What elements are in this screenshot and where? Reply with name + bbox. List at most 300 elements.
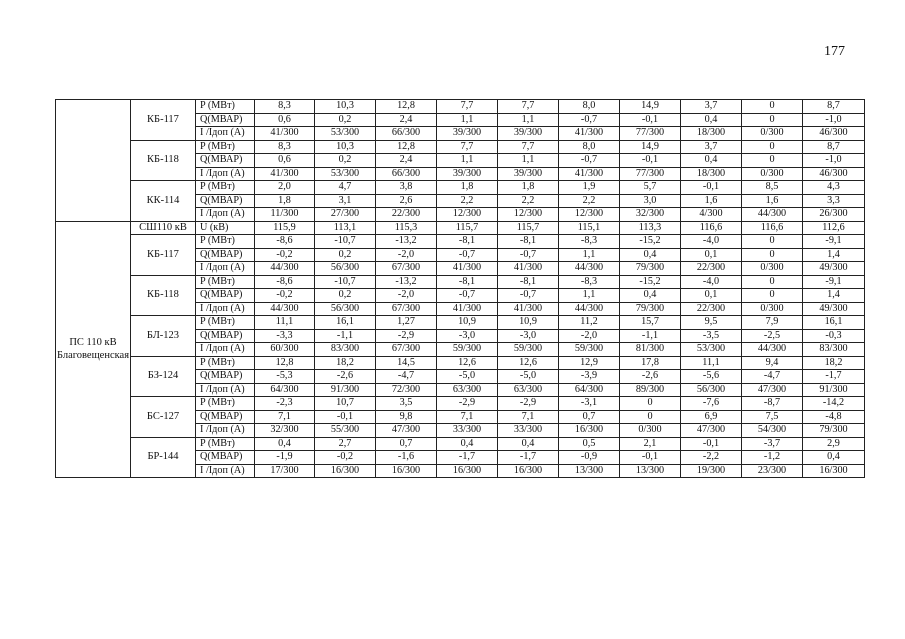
table-cell: 8,5 <box>742 181 803 195</box>
table-cell: 55/300 <box>315 424 376 438</box>
param-label: P (МВт) <box>196 235 255 249</box>
feeder-name: БС-127 <box>131 397 196 438</box>
table-cell: 15,7 <box>620 316 681 330</box>
feeder-name: БЛ-123 <box>131 316 196 357</box>
table-cell: -2,6 <box>620 370 681 384</box>
table-cell: 2,1 <box>620 437 681 451</box>
param-label: Q(МВАР) <box>196 113 255 127</box>
table-cell: 44/300 <box>742 208 803 222</box>
table-cell: -8,6 <box>255 275 315 289</box>
param-label: I /Iдоп (А) <box>196 343 255 357</box>
table-cell: 44/300 <box>742 343 803 357</box>
table-cell: 1,8 <box>255 194 315 208</box>
table-cell: 3,1 <box>315 194 376 208</box>
table-cell: 11,1 <box>681 356 742 370</box>
table-cell: -2,0 <box>559 329 620 343</box>
table-cell: 17/300 <box>255 464 315 478</box>
table-cell: 9,8 <box>376 410 437 424</box>
table-cell: 47/300 <box>376 424 437 438</box>
table-cell: -1,1 <box>620 329 681 343</box>
table-cell: -8,7 <box>742 397 803 411</box>
table-cell: -8,1 <box>437 275 498 289</box>
table-cell: 0,1 <box>681 289 742 303</box>
table-cell: 6,9 <box>681 410 742 424</box>
table-cell: -1,0 <box>803 154 865 168</box>
table-cell: 115,7 <box>437 221 498 235</box>
table-cell: 19/300 <box>681 464 742 478</box>
table-cell: -0,7 <box>437 289 498 303</box>
table-cell: 12,8 <box>376 100 437 114</box>
table-cell: 16,1 <box>803 316 865 330</box>
table-cell: 0/300 <box>742 302 803 316</box>
table-cell: 0/300 <box>742 127 803 141</box>
param-label: I /Iдоп (А) <box>196 167 255 181</box>
table-cell: 60/300 <box>255 343 315 357</box>
table-cell: 64/300 <box>255 383 315 397</box>
table-cell: -2,0 <box>376 289 437 303</box>
table-cell: 18/300 <box>681 127 742 141</box>
table-cell: 0 <box>620 410 681 424</box>
table-cell: 9,4 <box>742 356 803 370</box>
table-cell: 77/300 <box>620 127 681 141</box>
table-cell: -0,3 <box>803 329 865 343</box>
param-label: P (МВт) <box>196 275 255 289</box>
table-cell: -3,0 <box>498 329 559 343</box>
table-cell: 49/300 <box>803 302 865 316</box>
station-cell-continued <box>56 100 131 222</box>
table-cell: -3,1 <box>559 397 620 411</box>
table-cell: 2,4 <box>376 113 437 127</box>
table-cell: 1,6 <box>742 194 803 208</box>
table-cell: 13/300 <box>559 464 620 478</box>
table-cell: 0,2 <box>315 154 376 168</box>
table-cell: 115,9 <box>255 221 315 235</box>
bus-name: СШ110 кВ <box>131 221 196 235</box>
table-cell: 59/300 <box>437 343 498 357</box>
table-row <box>56 356 865 370</box>
table-cell: 67/300 <box>376 302 437 316</box>
table-cell: 11/300 <box>255 208 315 222</box>
table-cell: 5,7 <box>620 181 681 195</box>
table-cell: 0,4 <box>620 289 681 303</box>
table-cell: -1,1 <box>315 329 376 343</box>
feeder-name: КБ-117 <box>131 100 196 141</box>
param-label: P (МВт) <box>196 316 255 330</box>
table-cell: -0,7 <box>437 248 498 262</box>
table-cell: 10,7 <box>315 397 376 411</box>
table-cell: 91/300 <box>315 383 376 397</box>
table-cell: 72/300 <box>376 383 437 397</box>
table-cell: 7,1 <box>498 410 559 424</box>
table-cell: 0,2 <box>315 113 376 127</box>
table-cell: 56/300 <box>315 302 376 316</box>
table-row <box>56 221 865 235</box>
table-cell: 10,3 <box>315 100 376 114</box>
table-cell: 0,4 <box>498 437 559 451</box>
param-label: P (МВт) <box>196 397 255 411</box>
table-cell: 22/300 <box>681 262 742 276</box>
table-cell: 7,1 <box>437 410 498 424</box>
table-cell: 26/300 <box>803 208 865 222</box>
param-label: I /Iдоп (А) <box>196 262 255 276</box>
table-cell: -4,7 <box>742 370 803 384</box>
table-cell: 4,3 <box>803 181 865 195</box>
table-cell: 2,2 <box>559 194 620 208</box>
table-cell: 32/300 <box>255 424 315 438</box>
table-cell: 1,8 <box>437 181 498 195</box>
table-cell: 9,5 <box>681 316 742 330</box>
table-cell: -0,9 <box>559 451 620 465</box>
table-cell: 83/300 <box>315 343 376 357</box>
table-cell: -1,7 <box>437 451 498 465</box>
table-cell: -0,1 <box>620 154 681 168</box>
table-cell: 11,1 <box>255 316 315 330</box>
table-cell: 0,6 <box>255 113 315 127</box>
table-cell: 16/300 <box>315 464 376 478</box>
table-cell: -1,2 <box>742 451 803 465</box>
table-cell: -0,1 <box>681 181 742 195</box>
table-cell: 89/300 <box>620 383 681 397</box>
station-name: ПС 110 кВ Благовещенская <box>56 221 131 478</box>
table-cell: -2,9 <box>376 329 437 343</box>
param-label: P (МВт) <box>196 100 255 114</box>
table-cell: 14,9 <box>620 100 681 114</box>
table-cell: -4,7 <box>376 370 437 384</box>
table-cell: 44/300 <box>255 262 315 276</box>
table-cell: 3,5 <box>376 397 437 411</box>
table-cell: 41/300 <box>498 262 559 276</box>
table-cell: 3,7 <box>681 100 742 114</box>
table-cell: 44/300 <box>255 302 315 316</box>
table-cell: 41/300 <box>559 167 620 181</box>
table-cell: 39/300 <box>437 127 498 141</box>
table-cell: 4/300 <box>681 208 742 222</box>
table-cell: 8,3 <box>255 140 315 154</box>
table-cell: 1,27 <box>376 316 437 330</box>
table-cell: -0,7 <box>498 248 559 262</box>
table-cell: 1,8 <box>498 181 559 195</box>
table-cell: 12,8 <box>376 140 437 154</box>
table-cell: 14,9 <box>620 140 681 154</box>
table-cell: 54/300 <box>742 424 803 438</box>
table-cell: -5,6 <box>681 370 742 384</box>
table-cell: 41/300 <box>498 302 559 316</box>
table-cell: 49/300 <box>803 262 865 276</box>
table-cell: 0,4 <box>255 437 315 451</box>
table-cell: 33/300 <box>498 424 559 438</box>
param-label: P (МВт) <box>196 140 255 154</box>
table-cell: -2,9 <box>437 397 498 411</box>
feeder-name: БР-144 <box>131 437 196 478</box>
table-cell: 116,6 <box>742 221 803 235</box>
table-cell: 3,0 <box>620 194 681 208</box>
table-row <box>56 100 865 114</box>
table-cell: -0,2 <box>255 248 315 262</box>
table-cell: -2,5 <box>742 329 803 343</box>
table-cell: 2,0 <box>255 181 315 195</box>
table-cell: 12/300 <box>559 208 620 222</box>
table-cell: 79/300 <box>803 424 865 438</box>
table-row <box>56 437 865 451</box>
table-cell: -0,7 <box>498 289 559 303</box>
table-cell: 79/300 <box>620 302 681 316</box>
table-cell: 12,6 <box>437 356 498 370</box>
param-label: I /Iдоп (А) <box>196 302 255 316</box>
table-cell: -3,7 <box>742 437 803 451</box>
table-cell: -5,0 <box>437 370 498 384</box>
param-label: P (МВт) <box>196 181 255 195</box>
table-cell: 16/300 <box>498 464 559 478</box>
table-cell: -0,1 <box>315 410 376 424</box>
table-cell: 0,6 <box>255 154 315 168</box>
table-row <box>56 397 865 411</box>
table-cell: 64/300 <box>559 383 620 397</box>
table-cell: 39/300 <box>498 127 559 141</box>
table-cell: 0,2 <box>315 248 376 262</box>
table-row <box>56 181 865 195</box>
table-cell: 0/300 <box>742 262 803 276</box>
table-cell: 0/300 <box>620 424 681 438</box>
table-cell: -5,3 <box>255 370 315 384</box>
table-cell: -1,7 <box>803 370 865 384</box>
table-cell: 44/300 <box>559 302 620 316</box>
table-cell: -8,3 <box>559 235 620 249</box>
table-cell: 2,7 <box>315 437 376 451</box>
table-cell: 32/300 <box>620 208 681 222</box>
table-cell: 83/300 <box>803 343 865 357</box>
table-cell: 0,7 <box>376 437 437 451</box>
table-cell: 0 <box>742 235 803 249</box>
table-cell: 7,7 <box>437 100 498 114</box>
param-label: I /Iдоп (А) <box>196 424 255 438</box>
table-cell: -1,9 <box>255 451 315 465</box>
table-cell: 1,1 <box>498 113 559 127</box>
table-cell: 2,9 <box>803 437 865 451</box>
table-cell: 16/300 <box>559 424 620 438</box>
table-cell: 56/300 <box>681 383 742 397</box>
table-cell: 2,6 <box>376 194 437 208</box>
table-cell: 113,1 <box>315 221 376 235</box>
table-cell: 0 <box>742 113 803 127</box>
table-cell: 18,2 <box>803 356 865 370</box>
table-cell: 27/300 <box>315 208 376 222</box>
table-cell: 0,5 <box>559 437 620 451</box>
param-label: Q(МВАР) <box>196 410 255 424</box>
table-cell: 113,3 <box>620 221 681 235</box>
table-cell: -10,7 <box>315 235 376 249</box>
param-label: P (МВт) <box>196 356 255 370</box>
table-cell: 7,7 <box>498 100 559 114</box>
table-cell: 2,4 <box>376 154 437 168</box>
table-cell: 4,7 <box>315 181 376 195</box>
feeder-name: КБ-118 <box>131 140 196 181</box>
table-cell: 112,6 <box>803 221 865 235</box>
table-cell: 41/300 <box>255 127 315 141</box>
page-number: 177 <box>824 44 845 59</box>
table-cell: 0 <box>742 248 803 262</box>
table-cell: 11,2 <box>559 316 620 330</box>
table-cell: 23/300 <box>742 464 803 478</box>
feeder-name: КК-114 <box>131 181 196 222</box>
table-cell: -2,0 <box>376 248 437 262</box>
feeder-name: БЗ-124 <box>131 356 196 397</box>
table-cell: 8,7 <box>803 140 865 154</box>
table-cell: -7,6 <box>681 397 742 411</box>
table-cell: 0 <box>742 289 803 303</box>
table-cell: 10,9 <box>498 316 559 330</box>
table-cell: 0 <box>742 275 803 289</box>
table-cell: -2,9 <box>498 397 559 411</box>
table-cell: 12,8 <box>255 356 315 370</box>
table-row <box>56 316 865 330</box>
table-cell: 0,4 <box>681 113 742 127</box>
table-cell: 44/300 <box>559 262 620 276</box>
param-label: Q(МВАР) <box>196 451 255 465</box>
table-cell: 1,1 <box>437 113 498 127</box>
table-cell: 1,1 <box>437 154 498 168</box>
table-cell: 66/300 <box>376 127 437 141</box>
table-cell: 41/300 <box>255 167 315 181</box>
table-cell: -2,2 <box>681 451 742 465</box>
table-cell: -0,2 <box>315 451 376 465</box>
table-body <box>56 100 865 478</box>
table-cell: 46/300 <box>803 167 865 181</box>
table-cell: 8,0 <box>559 140 620 154</box>
table-cell: -0,2 <box>255 289 315 303</box>
table-cell: -10,7 <box>315 275 376 289</box>
table-cell: 39/300 <box>498 167 559 181</box>
param-label: Q(МВАР) <box>196 329 255 343</box>
table-cell: 8,0 <box>559 100 620 114</box>
table-cell: 116,6 <box>681 221 742 235</box>
table-cell: -3,0 <box>437 329 498 343</box>
table-cell: 0,1 <box>681 248 742 262</box>
table-cell: 33/300 <box>437 424 498 438</box>
table-cell: 56/300 <box>315 262 376 276</box>
table-cell: 22/300 <box>681 302 742 316</box>
table-cell: -8,3 <box>559 275 620 289</box>
table-cell: 1,6 <box>681 194 742 208</box>
table-cell: 0 <box>620 397 681 411</box>
table-cell: 41/300 <box>559 127 620 141</box>
table-cell: -0,1 <box>681 437 742 451</box>
table-cell: -8,6 <box>255 235 315 249</box>
table-cell: 47/300 <box>681 424 742 438</box>
table-cell: -15,2 <box>620 235 681 249</box>
param-label: Q(МВАР) <box>196 370 255 384</box>
table-cell: 67/300 <box>376 262 437 276</box>
table-cell: 0,7 <box>559 410 620 424</box>
table-cell: 8,7 <box>803 100 865 114</box>
feeder-name: КБ-118 <box>131 275 196 316</box>
table-row <box>56 140 865 154</box>
param-label: Q(МВАР) <box>196 289 255 303</box>
table-cell: 1,4 <box>803 248 865 262</box>
table-cell: 7,9 <box>742 316 803 330</box>
table-cell: 16/300 <box>803 464 865 478</box>
table-cell: 12,9 <box>559 356 620 370</box>
table-cell: 10,9 <box>437 316 498 330</box>
table-cell: 12,6 <box>498 356 559 370</box>
table-cell: 22/300 <box>376 208 437 222</box>
table-cell: 41/300 <box>437 302 498 316</box>
table-cell: 91/300 <box>803 383 865 397</box>
load-flow-table <box>55 99 865 478</box>
table-cell: 0,2 <box>315 289 376 303</box>
table-cell: 1,1 <box>498 154 559 168</box>
table-cell: 53/300 <box>681 343 742 357</box>
table-cell: -8,1 <box>437 235 498 249</box>
table-cell: 3,3 <box>803 194 865 208</box>
table-cell: 115,1 <box>559 221 620 235</box>
table-cell: 13/300 <box>620 464 681 478</box>
table-cell: 0 <box>742 140 803 154</box>
table-cell: 2,2 <box>437 194 498 208</box>
table-cell: 53/300 <box>315 167 376 181</box>
table-row <box>56 275 865 289</box>
table-cell: -4,0 <box>681 275 742 289</box>
param-label: I /Iдоп (А) <box>196 464 255 478</box>
param-label: Q(МВАР) <box>196 194 255 208</box>
table-cell: 81/300 <box>620 343 681 357</box>
table-cell: 10,3 <box>315 140 376 154</box>
table-cell: 39/300 <box>437 167 498 181</box>
table-cell: 17,8 <box>620 356 681 370</box>
table-cell: 59/300 <box>498 343 559 357</box>
table-cell: 18/300 <box>681 167 742 181</box>
table-cell: 7,7 <box>498 140 559 154</box>
table-cell: -3,3 <box>255 329 315 343</box>
table-cell: 7,1 <box>255 410 315 424</box>
table-cell: 53/300 <box>315 127 376 141</box>
table-cell: 2,2 <box>498 194 559 208</box>
table-cell: -2,3 <box>255 397 315 411</box>
table-cell: 0 <box>742 154 803 168</box>
table-cell: 59/300 <box>559 343 620 357</box>
table-cell: 115,7 <box>498 221 559 235</box>
table-cell: 46/300 <box>803 127 865 141</box>
table-cell: -4,8 <box>803 410 865 424</box>
table-cell: -0,7 <box>559 154 620 168</box>
table-row <box>56 235 865 249</box>
param-label: I /Iдоп (А) <box>196 383 255 397</box>
table-cell: 67/300 <box>376 343 437 357</box>
table-cell: 7,7 <box>437 140 498 154</box>
table-cell: -13,2 <box>376 275 437 289</box>
table-cell: -2,6 <box>315 370 376 384</box>
table-cell: -5,0 <box>498 370 559 384</box>
table-cell: 8,3 <box>255 100 315 114</box>
table-cell: -4,0 <box>681 235 742 249</box>
table-cell: -9,1 <box>803 275 865 289</box>
table-cell: 12/300 <box>437 208 498 222</box>
table-cell: 63/300 <box>437 383 498 397</box>
table-cell: -8,1 <box>498 275 559 289</box>
param-label: Q(МВАР) <box>196 248 255 262</box>
table-cell: -3,9 <box>559 370 620 384</box>
table-cell: -13,2 <box>376 235 437 249</box>
table-cell: 115,3 <box>376 221 437 235</box>
table-cell: -0,1 <box>620 451 681 465</box>
table-cell: 7,5 <box>742 410 803 424</box>
table-cell: 0,4 <box>803 451 865 465</box>
table-cell: 16/300 <box>437 464 498 478</box>
param-label: Q(МВАР) <box>196 154 255 168</box>
table-cell: 0,4 <box>620 248 681 262</box>
table-cell: -0,1 <box>620 113 681 127</box>
table-cell: 0,4 <box>437 437 498 451</box>
table-cell: -0,7 <box>559 113 620 127</box>
